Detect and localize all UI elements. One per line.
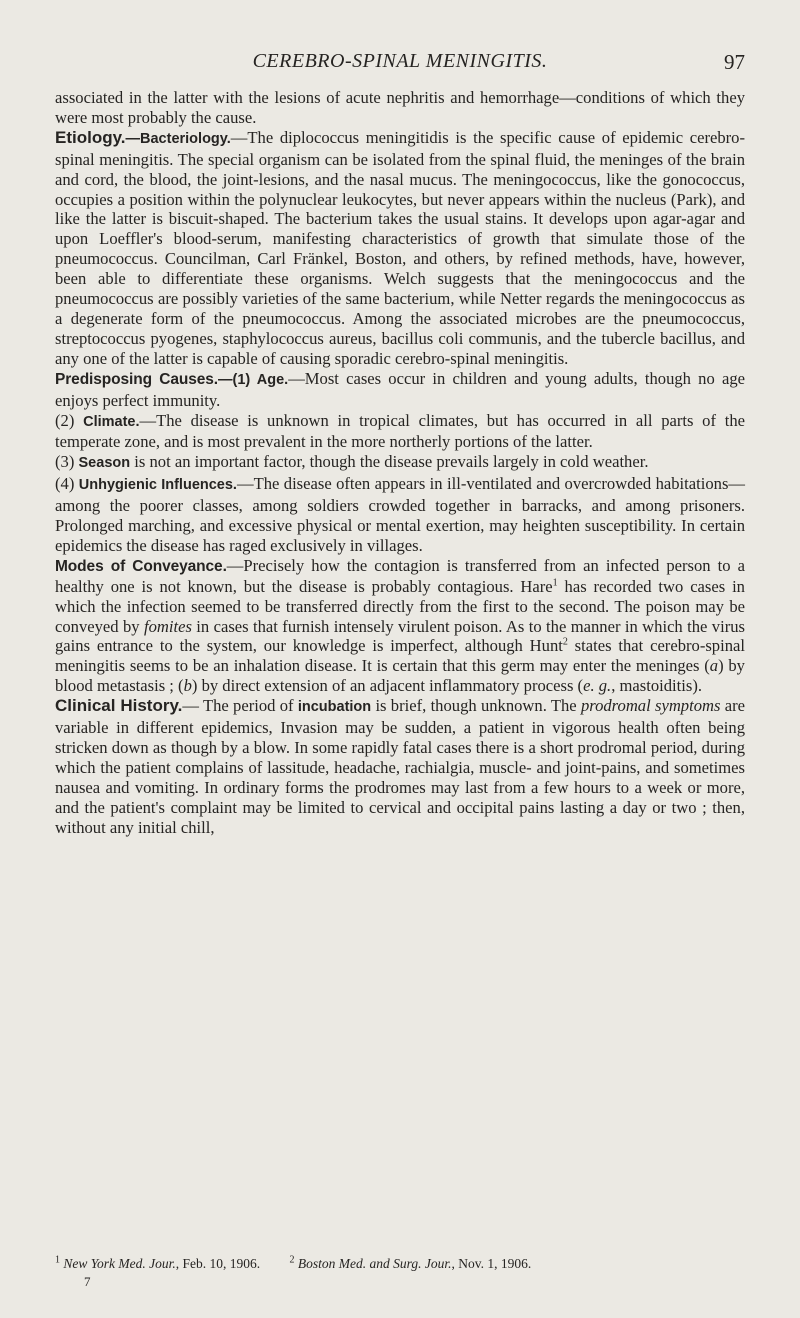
climate-label: Climate. bbox=[83, 413, 140, 430]
clinical-heading: Clinical History. bbox=[55, 696, 183, 716]
footnote-2-num: 2 bbox=[289, 1254, 295, 1266]
paragraph-unhygienic bbox=[55, 474, 745, 556]
footnote-1-journal: New York Med. Jour. bbox=[63, 1256, 176, 1271]
item-a: a bbox=[709, 656, 719, 676]
signature-mark: 7 bbox=[84, 1274, 91, 1289]
season-num: (3) bbox=[55, 452, 75, 472]
footnote-ref-1: 1 bbox=[552, 577, 558, 589]
item-b: b bbox=[183, 676, 192, 696]
paragraph-nephritis bbox=[55, 88, 745, 128]
footnote-2 bbox=[290, 1256, 532, 1271]
running-title: CEREBRO-SPINAL MENINGITIS. bbox=[252, 50, 548, 72]
unhygienic-label: Unhygienic Influences. bbox=[78, 477, 237, 494]
footnote-1 bbox=[55, 1256, 260, 1271]
page-number: 97 bbox=[724, 50, 745, 74]
eg-abbrev: e. g. bbox=[583, 676, 612, 696]
unhygienic-num: (4) bbox=[55, 474, 75, 494]
conveyance-text-b: has recorded two cases in which the infection seemed to be transferred directly from the first to the second. The poison may be conveyed by bbox=[55, 576, 745, 636]
conveyance-text-f: ) by direct extension of an adjacent inflammatory process ( bbox=[191, 676, 584, 696]
paragraph-clinical bbox=[55, 696, 745, 837]
footnote-2-date: , Nov. 1, 1906. bbox=[451, 1256, 532, 1271]
etiology-text: —The diplococcus meningitidis is the specific cause of epidemic cerebro-spinal meningitis. The special organism can be isolated from the spinal fluid, the meninges of the brain and cord, the blood, the joint-lesions, and the nasal mucus. The meningococcus, like the gonococcus, occupies a position within the polynuclear leukocytes, but never appears within the nucleus (Park), and like the latter is biscuit-shaped. The bacterium takes the usual stains. It develops upon agar-agar and upon Loeffler's blood-serum, manifesting characteristics of growth that simulate those of the pneumococcus. Councilman, Carl Fränkel, Boston, and others, by refined methods, have, however, been able to differentiate these organisms. Welch suggests that the meningococcus and the pneumococcus are possibly varieties of the same bacterium, while Netter regards the meningococcus as a degenerate form of the pneumococcus. Among the associated microbes are the pneumococcus, streptococcus pyogenes, staphylococcus aureus, bacillus coli communis, and the tubercle bacillus, and any one of the latter is capable of causing sporadic cerebro-spinal meningitis. bbox=[55, 127, 745, 368]
prodromal-term: prodromal symptoms bbox=[580, 696, 721, 716]
climate-text: —The disease is unknown in tropical climates, but has occurred in all parts of the temperate zone, and is most prevalent in the more northerly portions of the latter. bbox=[55, 410, 746, 452]
paragraph-climate bbox=[55, 411, 745, 453]
conveyance-heading: Modes of Conveyance. bbox=[55, 557, 227, 575]
season-label: Season bbox=[78, 455, 131, 472]
age-label: —(1) Age. bbox=[218, 371, 289, 388]
unhygienic-text: —The disease often appears in ill-ventilated and overcrowded habitations—among the poorer classes, among soldiers crowded together in barracks, and among prisoners. Prolonged marching, and excessive physical or mental exertion, may heighten susceptibility. In certain epidemics the disease has raged exclusively in villages. bbox=[55, 474, 745, 555]
footnote-ref-2: 2 bbox=[562, 636, 568, 648]
conveyance-text-a: —Precisely how the contagion is transferred from an infected person to a healthy one is not known, but the disease is probably contagious. Hare bbox=[55, 555, 745, 596]
age-text: —Most cases occur in children and young adults, though no age enjoys perfect immunity. bbox=[55, 368, 745, 410]
conveyance-text-c: in cases that furnish intensely virulent poison. As to the manner in which the virus gains entrance to the system, our knowledge is imperfect, although Hunt bbox=[55, 616, 745, 656]
season-text: is not an important factor, though the disease prevails largely in cold weather. bbox=[134, 452, 649, 472]
etiology-heading: Etiology. bbox=[55, 127, 126, 147]
conveyance-text-d: states that cerebro-spinal meningitis seems to be an inhalation disease. It is certain that this germ may enter the meninges ( bbox=[55, 636, 745, 676]
clinical-text-a: — The period of bbox=[182, 696, 298, 716]
conveyance-text-e: ) by blood metastasis ; ( bbox=[55, 656, 745, 696]
incubation-term: incubation bbox=[297, 699, 372, 716]
paragraph-season bbox=[55, 452, 745, 474]
clinical-text-c: are variable in different epidemics, Invasion may be sudden, a patient in vigorous health often being stricken down as though by a blow. In some rapidly fatal cases there is a short prodromal period, during which the patient complains of lassitude, headache, rachialgia, muscle- and joint-pains, and sometimes nausea and vomiting. In ordinary forms the prodromes may last from a few hours to a week or more, and the patient's complaint may be limited to cervical and occipital pains lasting a day or two ; then, without any initial chill, bbox=[55, 696, 746, 837]
footnotes bbox=[55, 1256, 745, 1272]
clinical-text-b: is brief, though unknown. The bbox=[371, 696, 581, 716]
climate-num: (2) bbox=[55, 410, 75, 430]
bacteriology-subheading: —Bacteriology. bbox=[125, 130, 231, 147]
conveyance-text-g: , mastoiditis). bbox=[611, 676, 703, 696]
footnote-1-num: 1 bbox=[55, 1254, 60, 1266]
fomites-term: fomites bbox=[143, 616, 192, 636]
paragraph-conveyance bbox=[55, 556, 745, 696]
predisposing-heading: Predisposing Causes. bbox=[55, 370, 218, 388]
paragraph-etiology bbox=[55, 128, 745, 369]
footnote-2-journal: Boston Med. and Surg. Jour. bbox=[297, 1256, 452, 1271]
paragraph-predisposing bbox=[55, 369, 745, 411]
paragraph-nephritis-text: associated in the latter with the lesions of acute nephritis and hemorrhage—conditions of which they were most probably the cause. bbox=[55, 88, 745, 127]
footnote-1-date: , Feb. 10, 1906. bbox=[175, 1256, 261, 1271]
body-text bbox=[55, 88, 745, 838]
running-head bbox=[55, 50, 745, 74]
